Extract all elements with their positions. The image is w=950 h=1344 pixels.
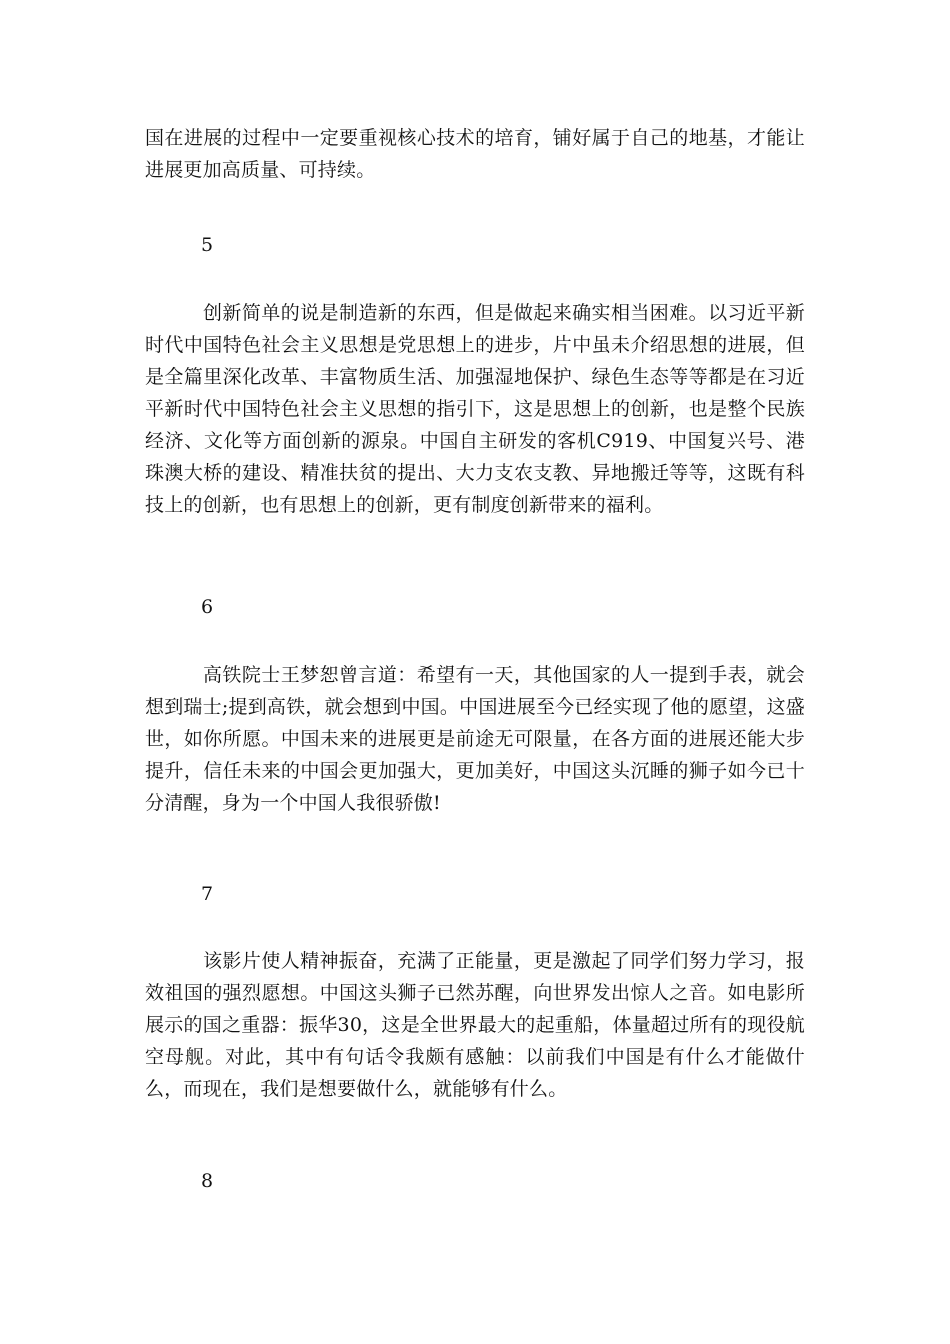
paragraph-section-5: 创新简单的说是制造新的东西，但是做起来确实相当困难。以习近平新时代中国特色社会主义思想是党思想上的进步，片中虽未介绍思想的进展，但是全篇里深化改革、丰富物质生活、加强湿地保护、绿色生态等等都是在习近平新时代中国特色社会主义思想的指引下，这是思想上的创新，也是整个民族经济、文化等方面创新的源泉。中国自主研发的客机C919、中国复兴号、港珠澳大桥的建设、精准扶贫的提出、大力支农支教、异地搬迁等等，这既有科技上的创新，也有思想上的创新，更有制度创新带来的福利。 (145, 302, 805, 516)
paragraph-section-7: 该影片使人精神振奋，充满了正能量，更是激起了同学们努力学习，报效祖国的强烈愿想。中国这头狮子已然苏醒，向世界发出惊人之音。如电影所展示的国之重器：振华30，这是全世界最大的起重船，体量超过所有的现役航空母舰。对此，其中有句话令我颇有感触：以前我们中国是有什么才能做什么，而现在，我们是想要做什么，就能够有什么。 (145, 950, 805, 1100)
section-number-8: 8 (201, 1170, 214, 1192)
section-number-7: 7 (201, 883, 214, 905)
paragraph-continuation: 国在进展的过程中一定要重视核心技术的培育，铺好属于自己的地基，才能让进展更加高质量、可持续。 (145, 127, 805, 181)
section-number-5: 5 (201, 234, 214, 256)
section-number-6: 6 (201, 596, 214, 618)
paragraph-section-6: 高铁院士王梦恕曾言道：希望有一天，其他国家的人一提到手表，就会想到瑞士;提到高铁，就会想到中国。中国进展至今已经实现了他的愿望，这盛世，如你所愿。中国未来的进展更是前途无可限量，在各方面的进展还能大步提升，信任未来的中国会更加强大，更加美好，中国这头沉睡的狮子如今已十分清醒，身为一个中国人我很骄傲! (145, 664, 805, 814)
